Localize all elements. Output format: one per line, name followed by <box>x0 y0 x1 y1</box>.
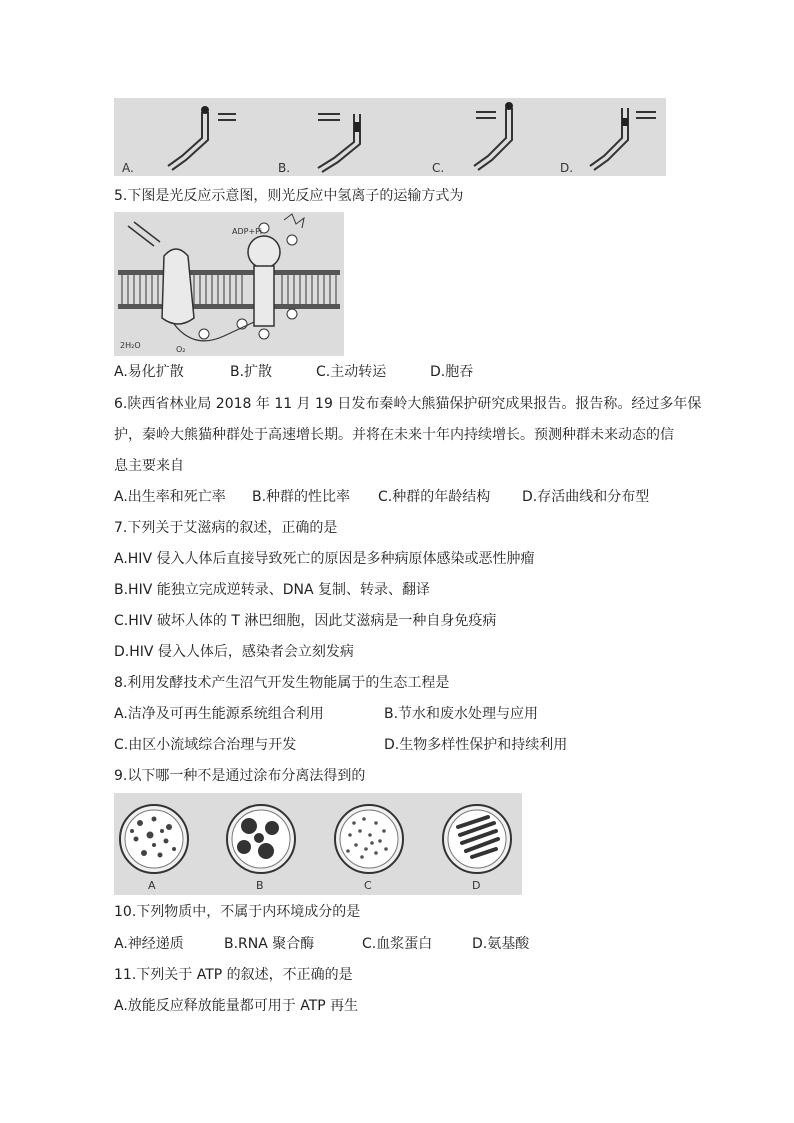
q10-option-a: A.神经递质 <box>114 936 184 952</box>
q4-label-c: C. <box>432 161 445 175</box>
q4-figure <box>114 98 666 176</box>
q7-option-d: D.HIV 侵入人体后，感染者会立刻发病 <box>114 644 354 660</box>
q11-stem: 11.下列关于 ATP 的叙述，不正确的是 <box>114 967 353 983</box>
q10-option-c: C.血浆蛋白 <box>362 936 433 952</box>
q9-label-d: D <box>472 879 481 892</box>
q5-option-d: D.胞吞 <box>430 364 474 380</box>
q7-option-a: A.HIV 侵入人体后直接导致死亡的原因是多种病原体感染或恶性肿瘤 <box>114 551 535 567</box>
q6-stem-line-3: 息主要来自 <box>114 458 184 474</box>
q9-stem: 9.以下哪一种不是通过涂布分离法得到的 <box>114 768 366 784</box>
q6-option-b: B.种群的性比率 <box>252 489 351 505</box>
q5-option-b: B.扩散 <box>230 364 273 380</box>
q10-option-d: D.氨基酸 <box>472 936 530 952</box>
q10-stem: 10.下列物质中，不属于内环境成分的是 <box>114 904 361 920</box>
q5-label-h2o: 2H₂O <box>120 341 141 350</box>
q6-option-c: C.种群的年龄结构 <box>378 489 491 505</box>
q7-option-c: C.HIV 破坏人体的 T 淋巴细胞，因此艾滋病是一种自身免疫病 <box>114 613 497 629</box>
q6-option-d: D.存活曲线和分布型 <box>522 489 650 505</box>
q9-figure <box>114 793 522 895</box>
q5-label-o2: O₂ <box>176 345 186 354</box>
q8-stem: 8.利用发酵技术产生沼气开发生物能属于的生态工程是 <box>114 675 450 691</box>
q5-option-c: C.主动转运 <box>316 364 387 380</box>
q7-stem: 7.下列关于艾滋病的叙述，正确的是 <box>114 520 338 536</box>
q4-label-d: D. <box>560 161 574 175</box>
q6-stem-line-2: 护，秦岭大熊猫种群处于高速增长期。并将在未来十年内持续增长。预测种群未来动态的信 <box>114 427 674 443</box>
q4-figure-drawing <box>114 98 666 176</box>
q4-label-b: B. <box>278 161 291 175</box>
q9-plates-drawing <box>114 793 522 895</box>
q5-option-a: A.易化扩散 <box>114 364 184 380</box>
q9-label-b: B <box>256 879 264 892</box>
q8-option-a: A.洁净及可再生能源系统组合利用 <box>114 706 324 722</box>
q11-option-a: A.放能反应释放能量都可用于 ATP 再生 <box>114 998 359 1014</box>
q7-option-b: B.HIV 能独立完成逆转录、DNA 复制、转录、翻译 <box>114 582 431 598</box>
q8-option-b: B.节水和废水处理与应用 <box>384 706 539 722</box>
q4-label-a: A. <box>122 161 134 175</box>
q9-label-a: A <box>148 879 156 892</box>
q9-label-c: C <box>364 879 372 892</box>
q6-stem-line-1: 6.陕西省林业局 2018 年 11 月 19 日发布秦岭大熊猫保护研究成果报告。报告称。经过多年保 <box>114 396 702 412</box>
q5-label-adp: ADP+Pi <box>232 227 263 236</box>
q5-membrane-drawing <box>114 212 344 356</box>
q8-option-d: D.生物多样性保护和持续利用 <box>384 737 568 753</box>
q8-option-c: C.由区小流域综合治理与开发 <box>114 737 297 753</box>
q5-figure <box>114 212 344 356</box>
q5-stem: 5.下图是光反应示意图，则光反应中氢离子的运输方式为 <box>114 188 464 204</box>
q6-option-a: A.出生率和死亡率 <box>114 489 226 505</box>
q10-option-b: B.RNA 聚合酶 <box>224 936 315 952</box>
